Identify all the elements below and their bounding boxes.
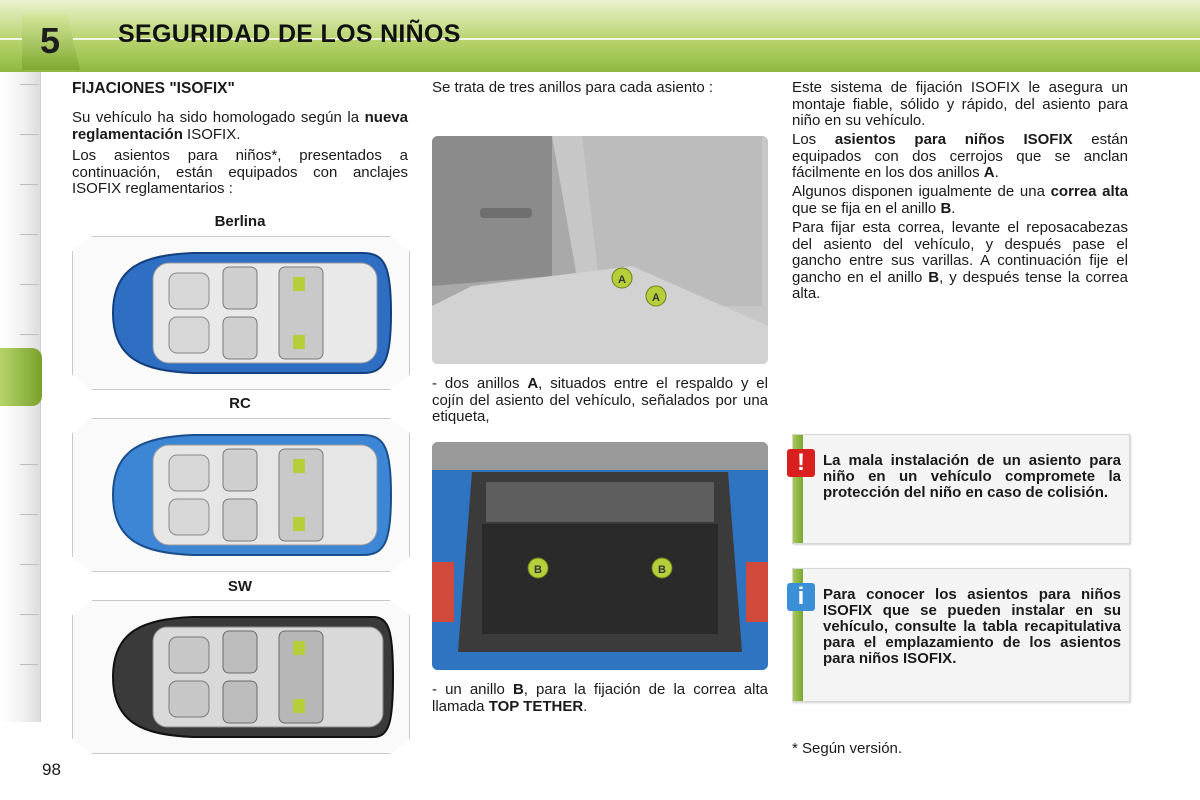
chapter-number: 5	[40, 20, 61, 61]
photo-seat-anchors	[432, 136, 768, 364]
marker-a1: A	[618, 274, 626, 286]
bullet-rings-a: - dos anillos A, situados entre el respaldo y el cojín del asiento del vehículo, señalados por una etiqueta,	[432, 375, 768, 425]
page-title: SEGURIDAD DE LOS NIÑOS	[118, 20, 461, 48]
warning-icon: !	[787, 449, 815, 477]
marker-b2: B	[658, 564, 666, 576]
car-diagram-sw	[72, 600, 410, 754]
isofix-seats-paragraph: Los asientos para niños ISOFIX están equipados con dos cerrojos que se anclan fácilmente en los dos anillos A.	[792, 131, 1128, 181]
warning-text: La mala instalación de un asiento para niño en un vehículo compromete la protección del niño en caso de colisión.	[823, 452, 1121, 501]
section-heading: FIJACIONES "ISOFIX"	[72, 80, 235, 97]
warning-note	[792, 434, 1130, 544]
car-label-sw: SW	[227, 578, 253, 595]
car-label-berlina: Berlina	[214, 213, 266, 230]
rings-intro: Se trata de tres anillos para cada asiento :	[432, 79, 714, 96]
car-diagram-berlina	[72, 236, 410, 390]
car-label-rc: RC	[229, 395, 251, 412]
intro-paragraph: Su vehículo ha sido homologado según la nueva reglamentación ISOFIX.	[72, 109, 408, 143]
active-chapter-marker	[0, 348, 42, 406]
marker-a2: A	[652, 292, 660, 304]
photo-trunk-anchors	[432, 442, 768, 670]
info-icon: i	[787, 583, 815, 611]
info-note	[792, 568, 1130, 702]
system-paragraph: Este sistema de fijación ISOFIX le asegura un montaje fiable, sólido y rápido, del asiento para niño en su vehículo.	[792, 79, 1128, 129]
anchors-paragraph: Los asientos para niños*, presentados a continuación, están equipados con anclajes ISOFIX reglamentarios :	[72, 147, 408, 197]
page-number: 98	[42, 760, 61, 779]
top-strap-paragraph: Algunos disponen igualmente de una correa alta que se fija en el anillo B.	[792, 183, 1128, 217]
marker-b1: B	[534, 564, 542, 576]
bullet-ring-b: - un anillo B, para la fijación de la correa alta llamada TOP TETHER.	[432, 681, 768, 715]
fitting-paragraph: Para fijar esta correa, levante el reposacabezas del asiento del vehículo, y después pase el gancho entre sus varillas. A continuación fije el gancho en el anillo B, y después tense la correa alta.	[792, 219, 1128, 302]
car-diagram-rc	[72, 418, 410, 572]
info-text: Para conocer los asientos para niños ISOFIX que se pueden instalar en su vehículo, consulte la tabla recapitulativa para el emplazamiento de los asientos para niños ISOFIX.	[823, 586, 1121, 667]
footnote: * Según versión.	[792, 740, 903, 757]
